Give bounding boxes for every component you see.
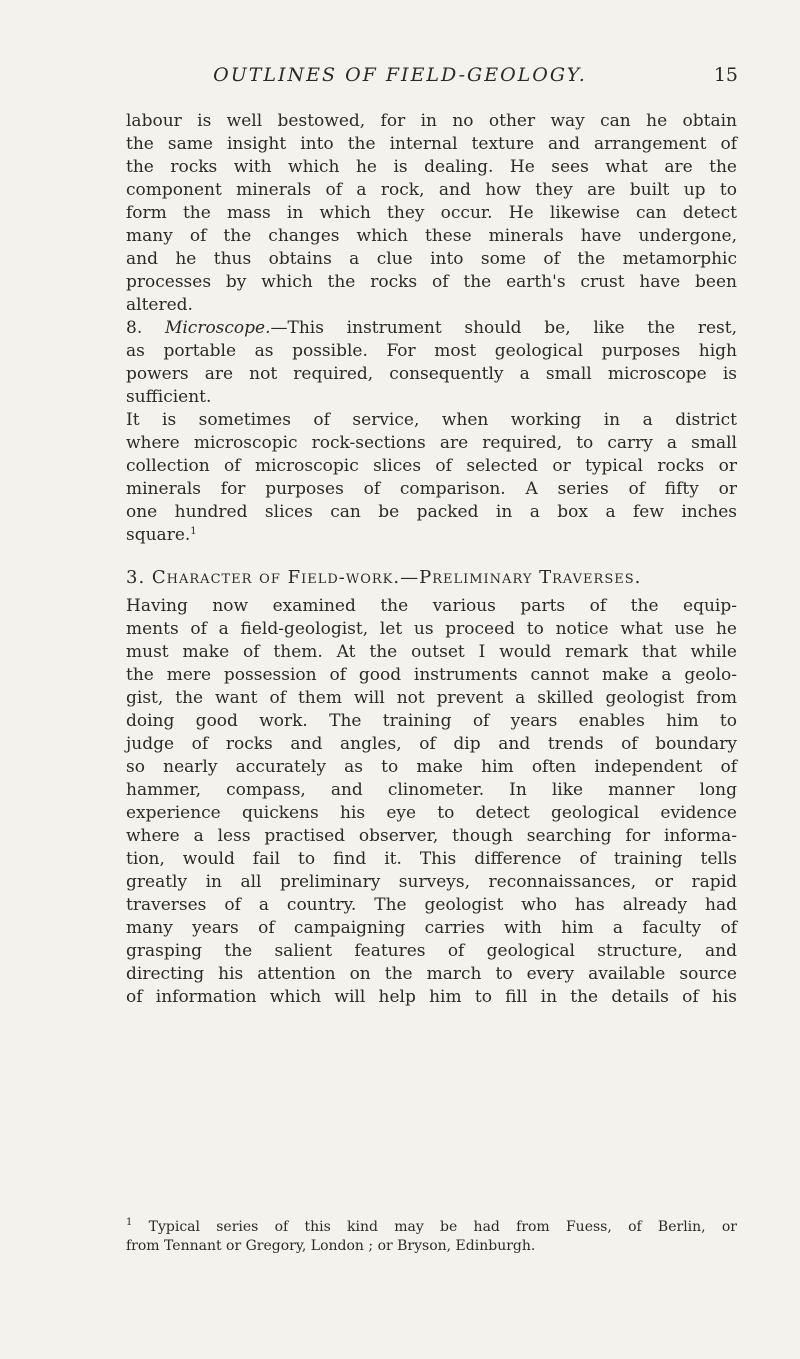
item-title: Microscope. [164, 318, 271, 338]
microscope-paragraph-first-line [126, 317, 737, 340]
text-line: where microscopic rock-sections are required, to carry a small [126, 433, 737, 453]
text-line: and he thus obtains a clue into some of the metamorphic [126, 249, 737, 269]
text-line: It is sometimes of service, when working in a district [126, 410, 737, 430]
footnote-line [126, 1218, 737, 1237]
text-line: where a less practised observer, though searching for informa- [126, 826, 737, 846]
text-line: minerals for purposes of comparison. A series of fifty or [126, 479, 737, 499]
last-word: square. [126, 525, 191, 545]
text-line: doing good work. The training of years enables him to [126, 711, 737, 731]
footnote-line: from Tennant or Gregory, London ; or Bryson, Edinburgh. [126, 1238, 536, 1254]
text-line: greatly in all preliminary surveys, reconnaissances, or rapid [126, 872, 737, 892]
text-line: so nearly accurately as to make him often independent of [126, 757, 737, 777]
text-line: one hundred slices can be packed in a box a few inches [126, 502, 737, 522]
text-line: gist, the want of them will not prevent a skilled geologist from [126, 688, 737, 708]
section-heading: 3. Character of Field-work.—Preliminary Traverses. [126, 567, 642, 588]
text-line: Having now examined the various parts of the equip- [126, 596, 737, 616]
footnote-text: Typical series of this kind may be had from Fuess, of Berlin, or [148, 1219, 738, 1235]
text-line: the mere possession of good instruments cannot make a geolo- [126, 665, 737, 685]
text-line: many of the changes which these minerals have undergone, [126, 226, 737, 246]
text-line: grasping the salient features of geological structure, and [126, 941, 737, 961]
text-line: must make of them. At the outset I would remark that while [126, 642, 737, 662]
item-first-line-rest: —This instrument should be, like the rest, [270, 318, 737, 338]
item-number: 8. [126, 318, 143, 338]
text-line: traverses of a country. The geologist who has already had [126, 895, 737, 915]
text-line: directing his attention on the march to every available source [126, 964, 737, 984]
text-line: many years of campaigning carries with him a faculty of [126, 918, 737, 938]
text-line: the rocks with which he is dealing. He sees what are the [126, 157, 737, 177]
text-line: form the mass in which they occur. He likewise can detect [126, 203, 737, 223]
text-line: labour is well bestowed, for in no other way can he obtain [126, 111, 737, 131]
footnote [126, 1218, 737, 1256]
text-line: the same insight into the internal texture and arrangement of [126, 134, 737, 154]
text-line: ments of a field-geologist, let us proceed to notice what use he [126, 619, 737, 639]
footnote-marker: 1 [126, 1217, 133, 1228]
text-line: altered. [126, 295, 193, 315]
running-title: OUTLINES OF FIELD-GEOLOGY. [213, 64, 587, 86]
text-line: as portable as possible. For most geological purposes high [126, 341, 737, 361]
text-line: component minerals of a rock, and how they are built up to [126, 180, 737, 200]
text-line: powers are not required, consequently a small microscope is [126, 364, 737, 384]
text-line: tion, would fail to find it. This difference of training tells [126, 849, 737, 869]
text-line: judge of rocks and angles, of dip and trends of boundary [126, 734, 737, 754]
footnote-reference: 1 [190, 526, 197, 537]
text-line: collection of microscopic slices of selected or typical rocks or [126, 456, 737, 476]
text-line: experience quickens his eye to detect geological evidence [126, 803, 737, 823]
page-number: 15 [713, 64, 738, 86]
running-head [0, 64, 800, 94]
text-line: of information which will help him to fill in the details of his [126, 987, 737, 1007]
body-text [126, 110, 737, 1009]
text-line: processes by which the rocks of the earth's crust have been [126, 272, 737, 292]
text-line: hammer, compass, and clinometer. In like manner long [126, 780, 737, 800]
text-line [126, 524, 737, 547]
text-line: sufficient. [126, 387, 212, 407]
